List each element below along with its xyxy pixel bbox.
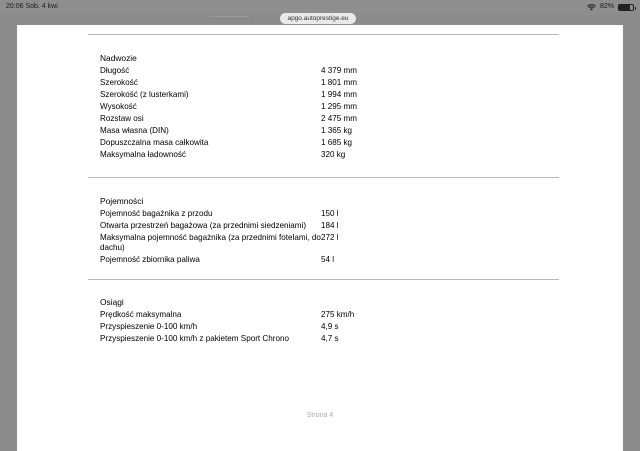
spec-row <box>100 309 560 321</box>
status-time-date: 20:06 Sob. 4 kwi <box>6 3 58 10</box>
spec-value: 150 l <box>321 209 339 218</box>
spec-value: 1 801 mm <box>321 78 357 87</box>
document-page <box>17 25 623 451</box>
spec-value: 1 685 kg <box>321 138 353 147</box>
spec-label: Pojemność zbiornika paliwa <box>100 255 200 264</box>
spec-value: 272 l <box>321 233 339 242</box>
spec-row <box>100 321 560 333</box>
spec-label: Dopuszczalna masa całkowita <box>100 138 209 147</box>
spec-label: Pojemność bagażnika z przodu <box>100 209 213 218</box>
spec-value: 1 295 mm <box>321 102 357 111</box>
spec-value: 4 379 mm <box>321 66 357 75</box>
spec-row <box>100 333 560 345</box>
spec-row <box>100 208 560 220</box>
spec-label: Maksymalna pojemność bagażnika (za przednimi fotelami, do dachu) <box>100 233 321 252</box>
spec-value: 2 475 mm <box>321 114 357 123</box>
wifi-icon <box>587 4 596 11</box>
battery-percent: 82% <box>599 3 614 10</box>
divider <box>88 177 559 178</box>
divider <box>88 34 559 35</box>
spec-value: 1 365 kg <box>321 126 353 135</box>
section-title: Pojemności <box>100 196 144 206</box>
spec-label: Szerokość <box>100 78 138 87</box>
spec-label: Wysokość <box>100 102 137 111</box>
spec-row <box>100 77 560 89</box>
spec-row <box>100 254 560 266</box>
spec-row <box>100 149 560 161</box>
battery-icon <box>618 4 634 11</box>
spec-label: Przyspieszenie 0-100 km/h <box>100 322 198 331</box>
spec-value: 184 l <box>321 221 339 230</box>
page-number: Strona 4 <box>306 412 334 419</box>
spec-value: 54 l <box>321 255 335 264</box>
section-title: Osiągi <box>100 297 124 307</box>
spec-label: Szerokość (z lusterkami) <box>100 90 189 99</box>
section-pojemnosci <box>100 195 560 266</box>
spec-row <box>100 233 560 252</box>
spec-row <box>100 113 560 125</box>
spec-label: Rozstaw osi <box>100 114 144 123</box>
spec-value: 1 994 mm <box>321 90 357 99</box>
divider <box>88 279 559 280</box>
status-bar <box>0 0 640 14</box>
url-bar[interactable]: apgo.autoprestige.eu <box>280 13 356 24</box>
spec-row <box>100 65 560 77</box>
spec-label: Przyspieszenie 0-100 km/h z pakietem Sport Chrono <box>100 334 289 343</box>
spec-label: Maksymalna ładowność <box>100 150 186 159</box>
spec-row <box>100 137 560 149</box>
spec-value: 320 kg <box>321 150 346 159</box>
section-title: Nadwozie <box>100 53 137 63</box>
spec-row <box>100 125 560 137</box>
spec-row <box>100 101 560 113</box>
spec-label: Długość <box>100 66 130 75</box>
spec-label: Otwarta przestrzeń bagażowa (za przednimi siedzeniami) <box>100 221 307 230</box>
spec-value: 275 km/h <box>321 310 355 319</box>
section-osiagi <box>100 296 560 345</box>
spec-label: Prędkość maksymalna <box>100 310 182 319</box>
spec-label: Masa własna (DIN) <box>100 126 169 135</box>
spec-value: 4,7 s <box>321 334 339 343</box>
section-nadwozie <box>100 52 560 161</box>
spec-value: 4,9 s <box>321 322 339 331</box>
spec-row <box>100 89 560 101</box>
spec-row <box>100 220 560 232</box>
